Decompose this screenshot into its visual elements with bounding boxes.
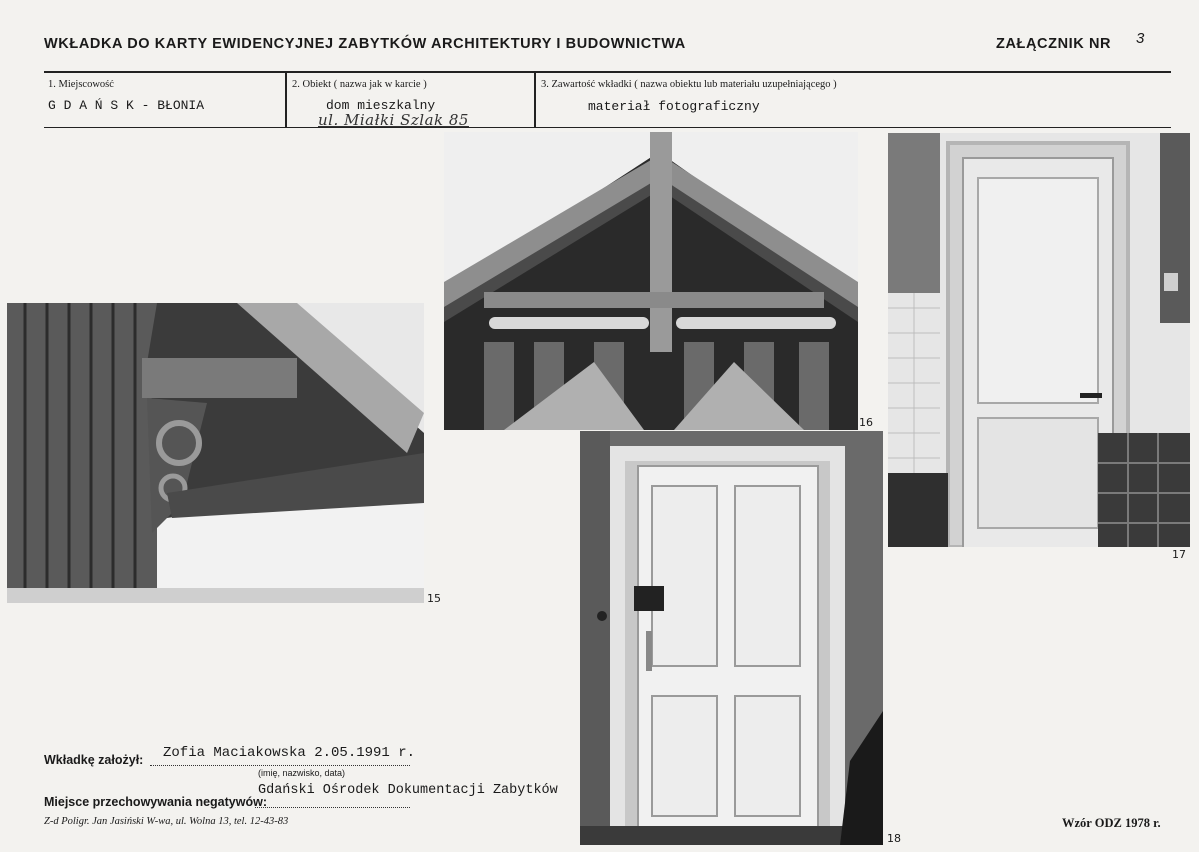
object-label: 2. Obiekt ( nazwa jak w karcie ) — [292, 79, 427, 90]
photo-paneled-door — [580, 431, 883, 845]
field-divider-2 — [534, 72, 536, 128]
printer-imprint: Z-d Poligr. Jan Jasiński W-wa, ul. Wolna 13, tel. 12-43-83 — [44, 816, 289, 827]
photo-interior-door — [888, 133, 1190, 547]
storage-label: Miejsce przechowywania negatywów: — [44, 795, 267, 809]
contents-value: materiał fotograficzny — [588, 99, 760, 114]
contents-label: 3. Zawartość wkładki ( nazwa obiektu lub materiału uzupełniającego ) — [541, 79, 837, 90]
created-by-hint: (imię, nazwisko, data) — [258, 768, 346, 778]
created-by-value: Zofia Maciakowska 2.05.1991 r. — [163, 745, 416, 761]
header-top-rule — [44, 71, 1171, 73]
photo-number-16: 16 — [859, 416, 873, 429]
location-label: 1. Miejscowość — [48, 79, 114, 90]
photo-number-17: 17 — [1172, 548, 1186, 561]
annex-number: 3 — [1136, 30, 1145, 47]
photo-number-18: 18 — [887, 832, 901, 845]
storage-value: Gdański Ośrodek Dokumentacji Zabytków — [258, 783, 558, 798]
object-value: dom mieszkalny — [326, 98, 436, 113]
created-by-label: Wkładkę założył: — [44, 753, 144, 767]
header-bottom-rule — [44, 127, 1171, 128]
location-value: G D A Ń S K - BŁONIA — [48, 98, 205, 113]
photo-number-15: 15 — [427, 592, 441, 605]
form-title: WKŁADKA DO KARTY EWIDENCYJNEJ ZABYTKÓW ARCHITEKTURY I BUDOWNICTWA — [44, 36, 686, 52]
field-divider-1 — [285, 72, 287, 128]
storage-line — [255, 807, 410, 808]
photo-gable — [444, 132, 858, 430]
form-code: Wzór ODZ 1978 r. — [1062, 816, 1161, 830]
photo-eave-bracket — [7, 303, 424, 603]
created-by-line — [150, 765, 410, 766]
object-handwritten-address: ul. Miałki Szlak 85 — [318, 111, 469, 129]
annex-label: ZAŁĄCZNIK NR — [996, 36, 1112, 52]
